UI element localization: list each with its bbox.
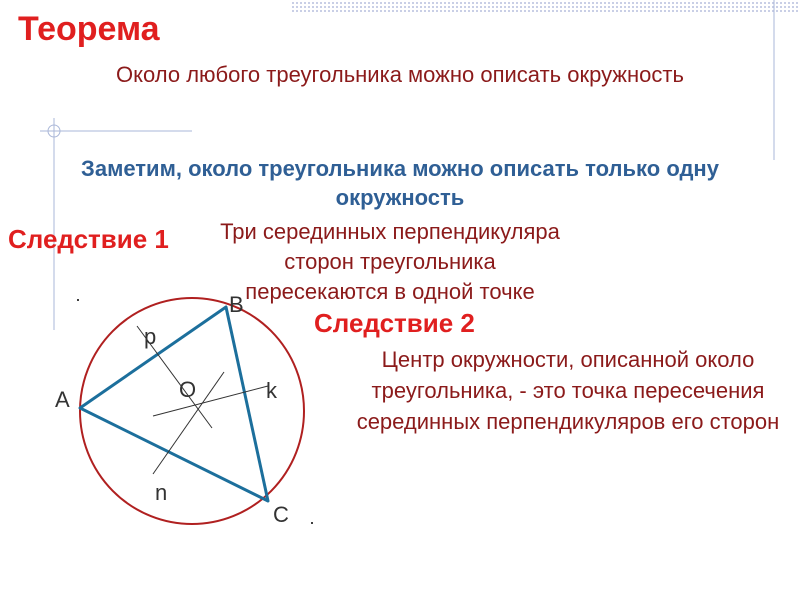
slide-title: Теорема: [18, 10, 160, 48]
center-label-o: O: [179, 377, 197, 402]
corollary-2-heading: Следствие 2: [314, 308, 475, 338]
perpendicular-label-k: k: [266, 378, 277, 403]
dot-marker-right: [311, 522, 313, 524]
vertex-label-b: B: [229, 292, 244, 317]
perpendicular-label-p: p: [144, 324, 157, 349]
corollary-2-text: Центр окружности, описанной около треугольника, - это точка пересечения серединных перпендикуляров его сторон: [356, 347, 780, 434]
corollary-1-text: Три серединных перпендикуляра сторон треугольника пересекаются в одной точке: [220, 219, 560, 304]
uniqueness-note: Заметим, около треугольника можно описать только одну окружность: [81, 156, 719, 210]
dot-marker-left: [77, 299, 79, 301]
theorem-statement: Около любого треугольника можно описать окружность: [116, 62, 684, 87]
vertex-label-a: A: [55, 387, 70, 412]
perpendicular-label-n: n: [155, 480, 168, 505]
perpendicular-k: [153, 386, 268, 416]
vertex-label-c: C: [273, 502, 289, 527]
corollary-1-heading: Следствие 1: [8, 224, 169, 254]
